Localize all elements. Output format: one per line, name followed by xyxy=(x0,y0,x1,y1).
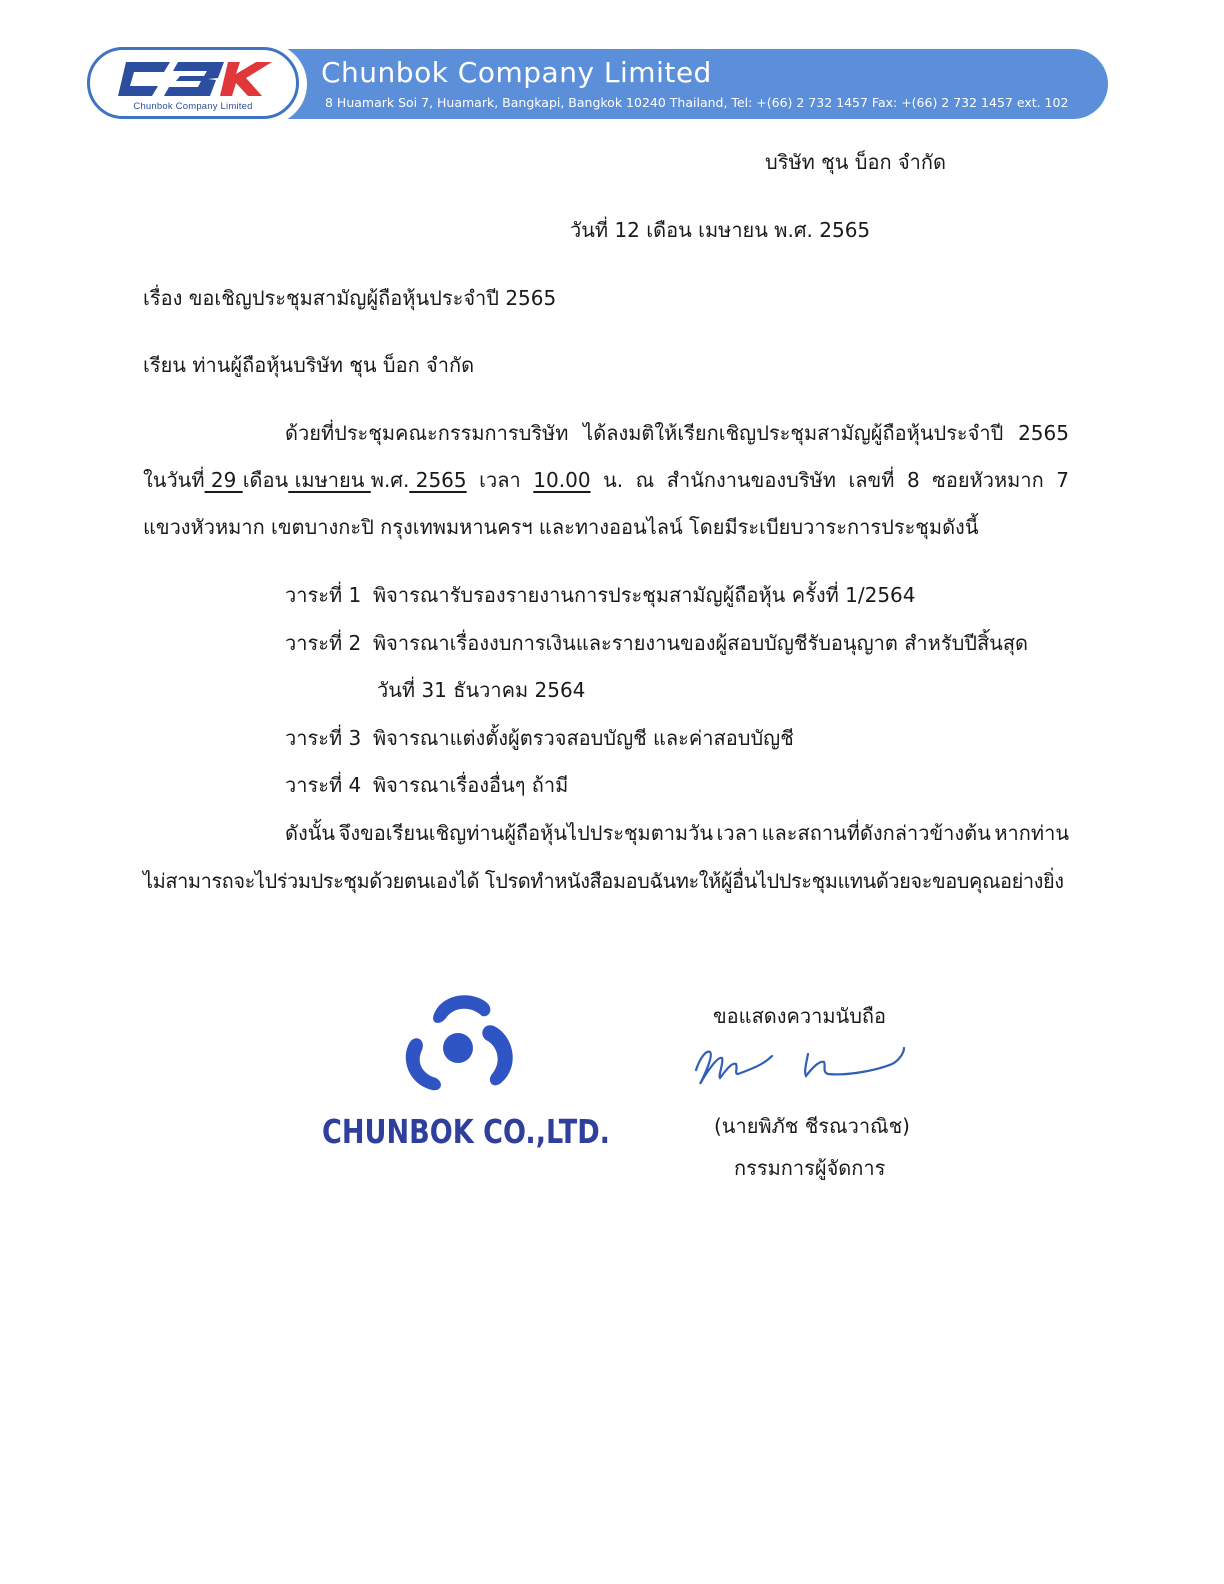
agenda-1-label: วาระที่ 1 xyxy=(285,583,362,607)
company-name-thai: บริษัท ชุน บ็อก จำกัด xyxy=(765,150,946,174)
meeting-year: 2565 xyxy=(409,468,467,492)
company-seal-emblem xyxy=(398,992,522,1092)
para1-line2 xyxy=(143,467,1069,493)
para1-line3: แขวงหัวหมาก เขตบางกะปิ กรุงเทพมหานครฯ และทางออนไลน์ โดยมีระเบียบวาระการประชุมดังนี้ xyxy=(143,515,979,539)
para1-word: ได้ลงมติให้เรียกเชิญประชุมสามัญผู้ถือหุ้นประจำปี xyxy=(583,421,1004,445)
meeting-day: 29 xyxy=(204,468,243,492)
agenda-2-text-cont: วันที่ 31 ธันวาคม 2564 xyxy=(377,678,586,702)
para2-line2: ไม่สามารถจะไปร่วมประชุมด้วยตนเองได้ โปรดทำหนังสือมอบฉันทะให้ผู้อื่นไปประชุมแทนด้วยจะขอบคุณอย่างยิ่ง xyxy=(143,869,1064,893)
closing-remark: ขอแสดงความนับถือ xyxy=(713,1004,887,1028)
para1-line1 xyxy=(285,420,1069,446)
word: ณ xyxy=(635,468,655,492)
word: เดือน xyxy=(242,468,289,492)
agenda-3-label: วาระที่ 3 xyxy=(285,726,362,750)
word: 8 xyxy=(906,468,920,492)
para1-word: 2565 xyxy=(1018,421,1069,445)
meeting-month: เมษายน xyxy=(288,468,371,492)
letter-salutation: เรียน ท่านผู้ถือหุ้นบริษัท ชุน บ็อก จำกัด xyxy=(143,353,475,377)
word: ในวันที่ xyxy=(143,468,205,492)
word: เวลา xyxy=(479,468,521,492)
letter-date: วันที่ 12 เดือน เมษายน พ.ศ. 2565 xyxy=(570,218,871,242)
c3k-logo xyxy=(112,56,274,104)
company-seal-text: CHUNBOK CO.,LTD. xyxy=(322,1112,610,1151)
agenda-1-text: พิจารณารับรองรายงานการประชุมสามัญผู้ถือหุ้น ครั้งที่ 1/2564 xyxy=(373,583,916,607)
word: น. xyxy=(603,468,624,492)
para2-word: เวลา xyxy=(716,821,759,845)
signer-name: (นายพิภัช ชีรณวาณิช) xyxy=(714,1114,910,1138)
para1-word: ด้วยที่ประชุมคณะกรรมการบริษัท xyxy=(285,421,569,445)
word: 7 xyxy=(1056,468,1069,492)
letterhead-company-name: Chunbok Company Limited xyxy=(321,56,712,89)
word: ซอยหัวหมาก xyxy=(932,468,1044,492)
agenda-2-text: พิจารณาเรื่องงบการเงินและรายงานของผู้สอบบัญชีรับอนุญาต สำหรับปีสิ้นสุด xyxy=(373,631,1029,655)
para2-line1 xyxy=(285,820,1069,846)
para2-word: จึงขอเรียนเชิญท่านผู้ถือหุ้นไปประชุมตามวัน xyxy=(338,821,714,845)
letter-subject: เรื่อง ขอเชิญประชุมสามัญผู้ถือหุ้นประจำปี 2565 xyxy=(143,286,557,310)
para2-word: ดังนั้น xyxy=(285,821,336,845)
agenda-4-text: พิจารณาเรื่องอื่นๆ ถ้ามี xyxy=(373,773,569,797)
agenda-2-label: วาระที่ 2 xyxy=(285,631,362,655)
handwritten-signature xyxy=(688,1040,910,1090)
letterhead-address: 8 Huamark Soi 7, Huamark, Bangkapi, Bangkok 10240 Thailand, Tel: +(66) 2 732 1457 Fax: +(66) 2 732 1457 ext. 102 xyxy=(325,95,1069,110)
word: สำนักงานของบริษัท xyxy=(666,468,836,492)
agenda-4-label: วาระที่ 4 xyxy=(285,773,362,797)
word: พ.ศ. xyxy=(370,468,410,492)
signer-title: กรรมการผู้จัดการ xyxy=(734,1156,886,1180)
para2-word: หากท่าน xyxy=(994,821,1069,845)
meeting-date xyxy=(143,467,467,493)
word: เลขที่ xyxy=(848,468,895,492)
logo-caption: Chunbok Company Limited xyxy=(133,101,253,112)
para2-word: และสถานที่ดังกล่าวข้างต้น xyxy=(761,821,991,845)
meeting-time: 10.00 xyxy=(533,468,591,492)
agenda-3-text: พิจารณาแต่งตั้งผู้ตรวจสอบบัญชี และค่าสอบบัญชี xyxy=(373,726,794,750)
